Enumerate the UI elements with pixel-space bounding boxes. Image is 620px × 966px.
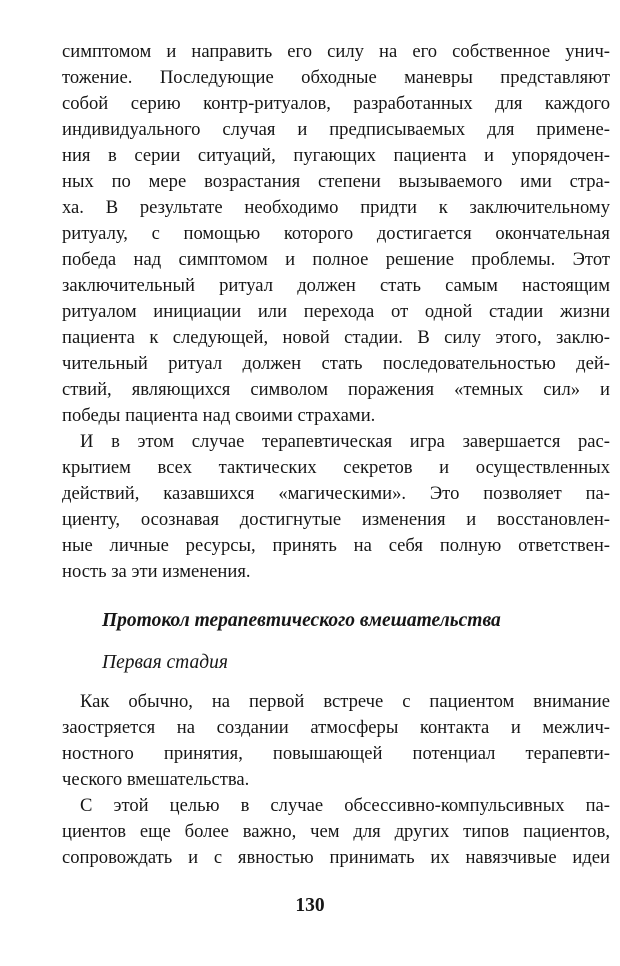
text-line: И в этом случае терапевтическая игра завершается рас- — [80, 431, 610, 452]
text-line: ность за эти изменения. — [62, 561, 251, 582]
text-line: циентов еще более важно, чем для других типов пациентов, — [62, 821, 610, 842]
text-line: ствий, являющихся символом поражения «темных сил» и — [62, 379, 610, 400]
section-heading: Протокол терапевтического вмешательства — [102, 610, 501, 631]
text-line: ния в серии ситуаций, пугающих пациента и упорядочен- — [62, 145, 610, 166]
text-line: победы пациента над своими страхами. — [62, 405, 376, 426]
text-line: циенту, осознавая достигнутые изменения и восстановлен- — [62, 509, 610, 530]
text-line: С этой целью в случае обсессивно-компульсивных па- — [80, 795, 610, 816]
text-line: ных по мере возрастания степени вызываемого ими стра- — [62, 171, 610, 192]
text-line: собой серию контр-ритуалов, разработанных для каждого — [62, 93, 610, 114]
text-line: тожение. Последующие обходные маневры представляют — [62, 67, 610, 88]
text-line: ные личные ресурсы, принять на себя полную ответствен- — [62, 535, 610, 556]
text-line: ритуалом инициации или перехода от одной стадии жизни — [62, 301, 610, 322]
text-line: крытием всех тактических секретов и осуществленных — [62, 457, 610, 478]
text-line: победа над симптомом и полное решение проблемы. Этот — [62, 249, 610, 270]
text-line: действий, казавшихся «магическими». Это позволяет па- — [62, 483, 610, 504]
text-line: заключительный ритуал должен стать самым настоящим — [62, 275, 610, 296]
text-line: Как обычно, на первой встрече с пациентом внимание — [80, 691, 610, 712]
text-line: сопровождать и с явностью принимать их навязчивые идеи — [62, 847, 610, 868]
text-line: ностного принятия, повышающей потенциал терапевти- — [62, 743, 610, 764]
text-line: ческого вмешательства. — [62, 769, 250, 790]
text-line: ритуалу, с помощью которого достигается окончательная — [62, 223, 610, 244]
text-line: симптомом и направить его силу на его собственное унич- — [62, 41, 610, 62]
text-line: индивидуального случая и предписываемых для примене- — [62, 119, 610, 140]
page-number: 130 — [295, 895, 325, 916]
subsection-heading: Первая стадия — [102, 652, 228, 673]
text-line: пациента к следующей, новой стадии. В силу этого, заклю- — [62, 327, 610, 348]
text-line: заостряется на создании атмосферы контакта и межлич- — [62, 717, 610, 738]
text-line: ха. В результате необходимо придти к заключительному — [62, 197, 610, 218]
text-line: чительный ритуал должен стать последовательностью дей- — [62, 353, 610, 374]
